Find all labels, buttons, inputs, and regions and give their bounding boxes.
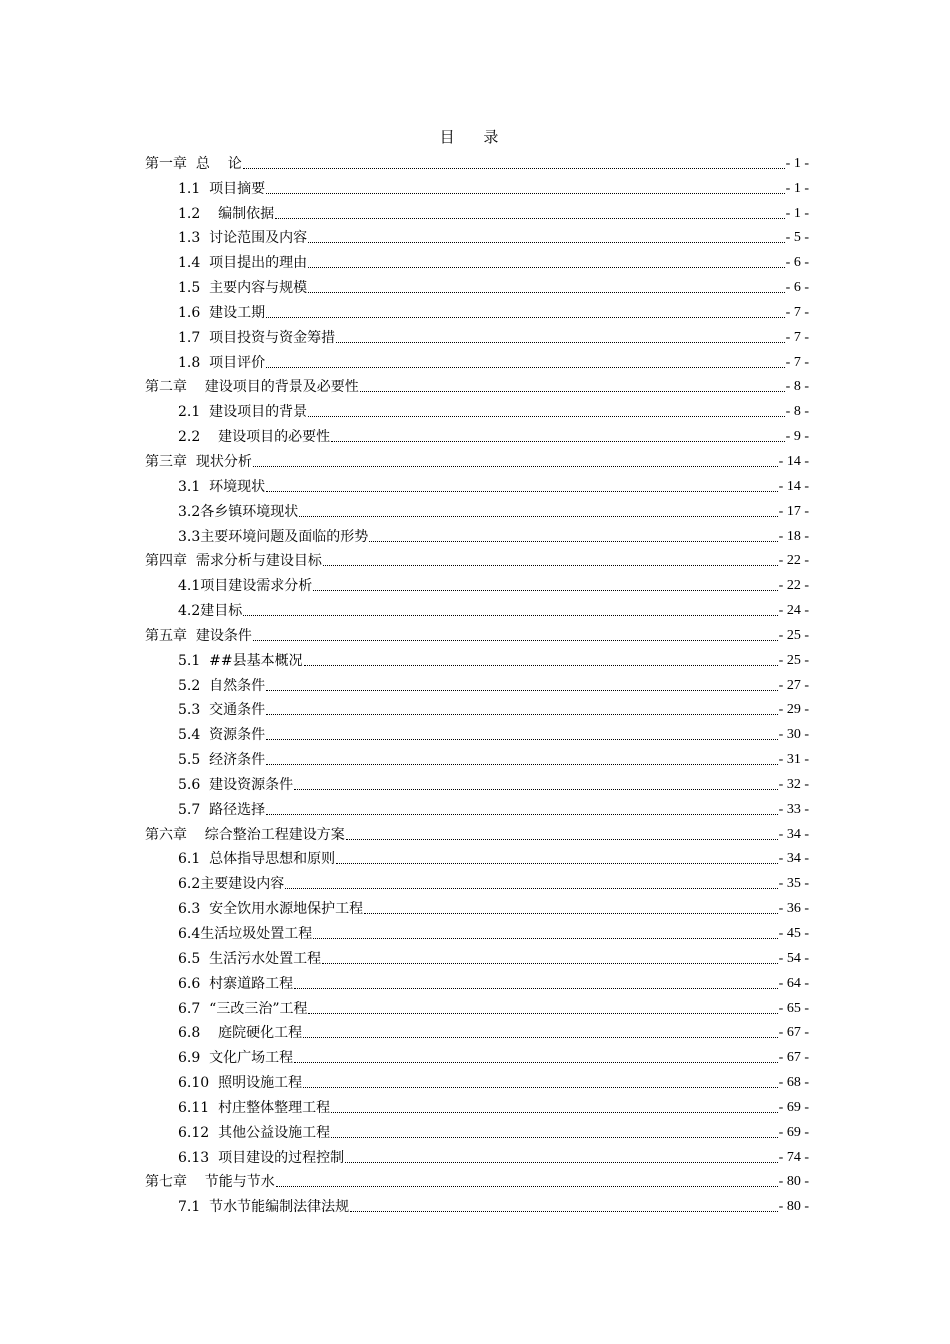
table-of-contents [145, 148, 809, 1216]
toc-page-number: - 25 - [778, 627, 809, 643]
toc-section-entry[interactable] [145, 570, 809, 595]
toc-page-number: - 25 - [778, 652, 809, 668]
toc-page-number: - 8 - [785, 379, 809, 395]
toc-page-number: - 7 - [785, 354, 809, 370]
toc-dot-leader [364, 913, 778, 914]
toc-page-number: - 29 - [778, 702, 809, 718]
toc-page-number: - 54 - [778, 950, 809, 966]
toc-page-number: - 68 - [778, 1075, 809, 1091]
toc-dot-leader [331, 1137, 778, 1138]
toc-entry-label: 6.6 村寨道路工程 [178, 975, 294, 992]
toc-dot-leader [308, 242, 785, 243]
toc-dot-leader [303, 1037, 778, 1038]
toc-page-number: - 6 - [785, 280, 809, 296]
toc-section-entry[interactable] [145, 595, 809, 620]
toc-entry-label: 1.7 项目投资与资金筹措 [178, 329, 336, 346]
toc-page-number: - 45 - [778, 926, 809, 941]
toc-dot-leader [253, 640, 778, 641]
toc-page-number: - 32 - [778, 776, 809, 792]
toc-page-number: - 17 - [778, 503, 809, 519]
toc-page-number: - 7 - [785, 304, 809, 320]
toc-dot-leader [331, 441, 785, 442]
toc-dot-leader [299, 516, 777, 517]
toc-entry-label: 3.1 环境现状 [178, 478, 266, 495]
toc-page-number: - 80 - [778, 1199, 809, 1215]
toc-dot-leader [266, 764, 778, 765]
toc-entry-label: 6.9 文化广场工程 [178, 1050, 294, 1067]
toc-section-entry[interactable] [145, 1092, 809, 1117]
toc-section-entry[interactable] [145, 645, 809, 670]
toc-page-number: - 34 - [778, 851, 809, 867]
toc-entry-label: 7.1 节水节能编制法律法规 [178, 1199, 350, 1216]
toc-chapter-entry[interactable] [145, 819, 809, 844]
toc-dot-leader [369, 541, 777, 542]
toc-section-entry[interactable] [145, 1042, 809, 1067]
toc-section-entry[interactable] [145, 993, 809, 1018]
toc-page-number: - 33 - [778, 801, 809, 817]
toc-page-number: - 1 - [785, 205, 809, 221]
toc-dot-leader [308, 416, 785, 417]
toc-dot-leader [253, 466, 778, 467]
toc-entry-label: 6.12 其他公益设施工程 [178, 1124, 331, 1141]
toc-entry-label: 6.1 总体指导思想和原则 [178, 851, 336, 868]
toc-entry-label: 3.3主要环境问题及面临的形势 [178, 528, 369, 545]
toc-entry-label: 1.4 项目提出的理由 [178, 255, 308, 272]
toc-dot-leader [336, 863, 778, 864]
toc-section-entry[interactable] [145, 1067, 809, 1092]
toc-entry-label: 6.2主要建设内容 [178, 876, 285, 893]
toc-entry-label: 5.4 资源条件 [178, 727, 266, 744]
toc-dot-leader [350, 1211, 778, 1212]
toc-section-entry[interactable] [145, 868, 809, 893]
toc-page-number: - 67 - [778, 1050, 809, 1066]
toc-entry-label: 5.3 交通条件 [178, 702, 266, 719]
toc-dot-leader [303, 1087, 778, 1088]
toc-page-number: - 34 - [778, 826, 809, 842]
toc-page-number: - 24 - [778, 603, 809, 619]
toc-section-entry[interactable] [145, 794, 809, 819]
toc-chapter-entry[interactable] [145, 620, 809, 645]
toc-page-number: - 30 - [778, 727, 809, 743]
toc-section-entry[interactable] [145, 1018, 809, 1043]
toc-dot-leader [346, 839, 778, 840]
toc-page-number: - 18 - [778, 528, 809, 544]
toc-dot-leader [266, 690, 778, 691]
toc-entry-label: 5.6 建设资源条件 [178, 776, 294, 793]
toc-section-entry[interactable] [145, 695, 809, 720]
toc-dot-leader [266, 491, 778, 492]
toc-page-number: - 69 - [778, 1099, 809, 1115]
toc-dot-leader [345, 1162, 778, 1163]
toc-entry-label: 1.1 项目摘要 [178, 180, 266, 197]
toc-dot-leader [294, 789, 778, 790]
toc-section-entry[interactable] [145, 893, 809, 918]
toc-section-entry[interactable] [145, 322, 809, 347]
toc-page-number: - 1 - [785, 155, 809, 171]
toc-page-number: - 7 - [785, 329, 809, 345]
toc-section-entry[interactable] [145, 247, 809, 272]
toc-page-number: - 14 - [778, 453, 809, 469]
toc-page-number: - 22 - [778, 578, 809, 594]
toc-section-entry[interactable] [145, 1117, 809, 1142]
toc-dot-leader [275, 218, 785, 219]
toc-entry-label: 第二章 建设项目的背景及必要性 [145, 379, 359, 396]
toc-entry-label: 6.5 生活污水处置工程 [178, 950, 322, 967]
toc-dot-leader [266, 317, 785, 318]
toc-entry-label: 5.2 自然条件 [178, 677, 266, 694]
toc-section-entry[interactable] [145, 719, 809, 744]
toc-page-number: - 65 - [778, 1000, 809, 1016]
toc-section-entry[interactable] [145, 471, 809, 496]
toc-dot-leader [276, 1186, 778, 1187]
toc-section-entry[interactable] [145, 844, 809, 869]
toc-section-entry[interactable] [145, 496, 809, 521]
toc-entry-label: 第三章 现状分析 [145, 453, 252, 470]
toc-entry-label: 1.2 编制依据 [178, 205, 275, 222]
toc-dot-leader [336, 342, 785, 343]
toc-entry-label: 第五章 建设条件 [145, 627, 252, 644]
toc-page-number: - 31 - [778, 752, 809, 768]
toc-page-number: - 1 - [785, 180, 809, 196]
toc-dot-leader [266, 193, 785, 194]
toc-entry-label: 6.7 “三改三治”工程 [178, 1000, 308, 1017]
toc-entry-label: 6.8 庭院硬化工程 [178, 1025, 303, 1042]
toc-dot-leader [266, 739, 778, 740]
toc-entry-label: 6.10 照明设施工程 [178, 1075, 303, 1092]
toc-dot-leader [243, 615, 777, 616]
toc-section-entry[interactable] [145, 670, 809, 695]
toc-section-entry[interactable] [145, 968, 809, 993]
toc-chapter-entry[interactable] [145, 1167, 809, 1192]
toc-dot-leader [266, 714, 778, 715]
toc-section-entry[interactable] [145, 918, 809, 943]
toc-dot-leader [285, 888, 777, 889]
toc-page-number: - 14 - [778, 478, 809, 494]
toc-entry-label: 4.1项目建设需求分析 [178, 578, 313, 595]
toc-dot-leader [308, 1013, 777, 1014]
toc-entry-label: 2.2 建设项目的必要性 [178, 429, 331, 446]
toc-section-entry[interactable] [145, 421, 809, 446]
toc-dot-leader [266, 814, 778, 815]
toc-section-entry[interactable] [145, 173, 809, 198]
toc-section-entry[interactable] [145, 396, 809, 421]
toc-dot-leader [308, 292, 785, 293]
toc-page-number: - 80 - [778, 1174, 809, 1190]
toc-dot-leader [360, 391, 785, 392]
toc-page-number: - 27 - [778, 677, 809, 693]
toc-entry-label: 6.11 村庄整体整理工程 [178, 1099, 331, 1116]
toc-entry-label: 6.13 项目建设的过程控制 [178, 1149, 345, 1166]
toc-section-entry[interactable] [145, 297, 809, 322]
toc-dot-leader [313, 938, 777, 939]
toc-section-entry[interactable] [145, 347, 809, 372]
toc-dot-leader [331, 1112, 778, 1113]
toc-entry-label: 1.3 讨论范围及内容 [178, 230, 308, 247]
toc-page-number: - 22 - [778, 553, 809, 569]
toc-entry-label: 第四章 需求分析与建设目标 [145, 553, 322, 570]
toc-entry-label: 1.5 主要内容与规模 [178, 280, 308, 297]
toc-section-entry[interactable] [145, 272, 809, 297]
toc-chapter-entry[interactable] [145, 446, 809, 471]
toc-section-entry[interactable] [145, 769, 809, 794]
toc-page-number: - 35 - [778, 876, 809, 892]
toc-chapter-entry[interactable] [145, 372, 809, 397]
toc-title: 目 录 [439, 128, 511, 146]
toc-chapter-entry[interactable] [145, 148, 809, 173]
toc-page-number: - 69 - [778, 1124, 809, 1140]
toc-entry-label: 5.1 ##县基本概况 [178, 652, 303, 669]
toc-section-entry[interactable] [145, 198, 809, 223]
toc-page-number: - 36 - [778, 901, 809, 917]
toc-dot-leader [322, 963, 778, 964]
toc-page-number: - 74 - [778, 1149, 809, 1165]
toc-section-entry[interactable] [145, 223, 809, 248]
toc-section-entry[interactable] [145, 521, 809, 546]
toc-entry-label: 5.5 经济条件 [178, 752, 266, 769]
toc-entry-label: 1.8 项目评价 [178, 354, 266, 371]
toc-entry-label: 2.1 建设项目的背景 [178, 404, 308, 421]
toc-entry-label: 3.2各乡镇环境现状 [178, 503, 299, 520]
toc-page-number: - 67 - [778, 1025, 809, 1041]
toc-entry-label: 4.2建目标 [178, 603, 243, 620]
toc-dot-leader [304, 665, 778, 666]
toc-page-number: - 5 - [785, 230, 809, 246]
toc-dot-leader [308, 267, 785, 268]
toc-page-number: - 9 - [785, 429, 809, 445]
toc-entry-label: 6.4生活垃圾处置工程 [178, 926, 313, 942]
toc-section-entry[interactable] [145, 1191, 809, 1216]
toc-dot-leader [294, 1062, 778, 1063]
toc-dot-leader [243, 168, 785, 169]
toc-section-entry[interactable] [145, 744, 809, 769]
toc-chapter-entry[interactable] [145, 546, 809, 571]
toc-section-entry[interactable] [145, 1142, 809, 1167]
toc-dot-leader [294, 988, 778, 989]
toc-page-number: - 8 - [785, 404, 809, 420]
toc-section-entry[interactable] [145, 943, 809, 968]
toc-page-number: - 6 - [785, 255, 809, 271]
toc-dot-leader [313, 590, 777, 591]
toc-entry-label: 6.3 安全饮用水源地保护工程 [178, 901, 364, 918]
toc-entry-label: 5.7 路径选择 [178, 801, 266, 818]
toc-entry-label: 第七章 节能与节水 [145, 1174, 275, 1191]
toc-entry-label: 第一章 总 论 [145, 155, 242, 172]
toc-entry-label: 1.6 建设工期 [178, 304, 266, 321]
toc-page-number: - 64 - [778, 975, 809, 991]
toc-dot-leader [266, 367, 785, 368]
toc-entry-label: 第六章 综合整治工程建设方案 [145, 826, 345, 843]
toc-dot-leader [323, 565, 778, 566]
